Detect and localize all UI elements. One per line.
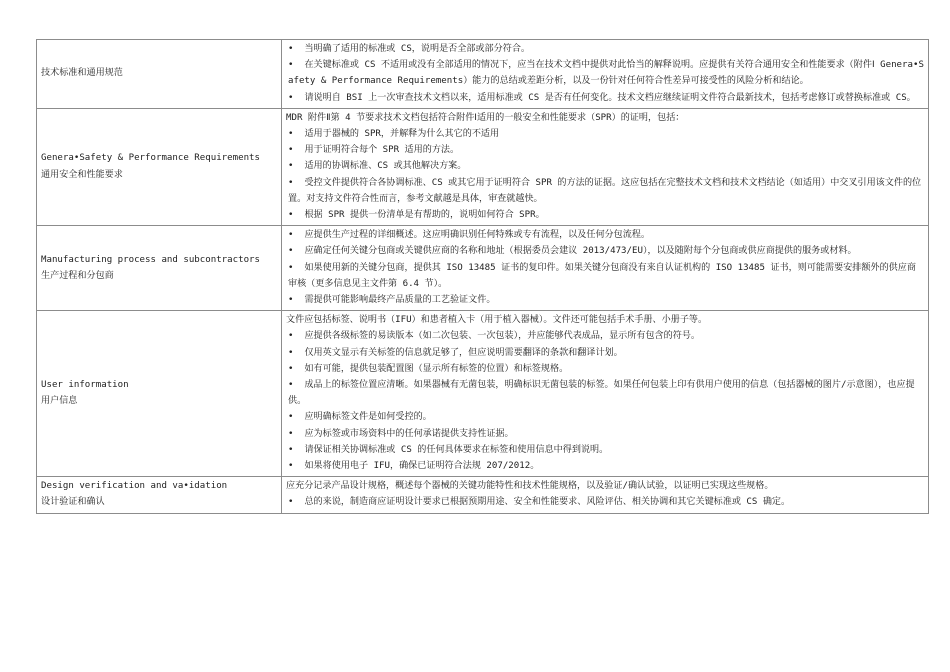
topic-label-en: Manufacturing process and subcontractors xyxy=(41,254,260,265)
detail-cell xyxy=(282,40,929,109)
bullet-item: • 请保证相关协调标准或 CS 的任何具体要求在标签和使用信息中得到说明。 xyxy=(286,442,924,458)
bullet-item: • 应提供各级标签的易读版本（如二次包装、一次包装），并应能够代表成品，显示所有包含的符号。 xyxy=(286,328,924,344)
bullet-item: • 如果使用新的关键分包商，提供其 ISO 13485 证书的复印件。如果关键分包商没有来自认证机构的 ISO 13485 证书，则可能需要安排额外的供应商审核（更多信息见主文件第 6.4 节）。 xyxy=(286,260,924,292)
topic-cell xyxy=(37,477,282,513)
bullet-item: • 请说明自 BSI 上一次审查技术文档以来，适用标准或 CS 是否有任何变化。技术文档应继续证明文件符合最新技术，包括考虑修订或替换标准或 CS。 xyxy=(286,90,924,106)
bullet-item: • 适用于器械的 SPR，并解释为什么其它的不适用 xyxy=(286,126,924,142)
bullet-item: • 如果将使用电子 IFU，确保已证明符合法规 207/2012。 xyxy=(286,458,924,474)
topic-cell xyxy=(37,40,282,109)
table-row xyxy=(37,226,929,311)
bullet-item: • 受控文件提供符合各协调标准、CS 或其它用于证明符合 SPR 的方法的证据。这应包括在完整技术文档和技术文档结论（如适用）中交叉引用该文件的位置。对支持文件符合性而言，参考文献越是具体，审查就越快。 xyxy=(286,175,924,207)
topic-label-zh: 用户信息 xyxy=(41,396,78,407)
bullet-item: • 应确定任何关键分包商或关键供应商的名称和地址（根据委员会建议 2013/473/EU），以及随附每个分包商或供应商提供的服务或材料。 xyxy=(286,243,924,259)
bullet-item: • 应明确标签文件是如何受控的。 xyxy=(286,409,924,425)
bullet-item: • 根据 SPR 提供一份清单是有帮助的，说明如何符合 SPR。 xyxy=(286,207,924,223)
detail-cell xyxy=(282,226,929,311)
topic-label-zh: 设计验证和确认 xyxy=(41,497,105,508)
topic-label: 技术标准和通用规范 xyxy=(41,68,123,79)
topic-label-zh: 生产过程和分包商 xyxy=(41,270,114,281)
topic-cell xyxy=(37,108,282,225)
topic-label-en: Genera•Safety & Performance Requirements xyxy=(41,153,260,164)
table-row xyxy=(37,311,929,477)
bullet-item: • 成品上的标签位置应清晰。如果器械有无菌包装，明确标识无菌包装的标签。如果任何包装上印有供用户使用的信息（包括器械的图片/示意图），也应提供。 xyxy=(286,377,924,409)
topic-cell xyxy=(37,226,282,311)
detail-cell xyxy=(282,108,929,225)
table-row xyxy=(37,40,929,109)
bullet-item: • 仅用英文显示有关标签的信息就足够了，但应说明需要翻译的条款和翻译计划。 xyxy=(286,345,924,361)
bullet-item: • 如有可能，提供包装配置图（显示所有标签的位置）和标签规格。 xyxy=(286,361,924,377)
detail-cell xyxy=(282,311,929,477)
bullet-item: • 应提供生产过程的详细概述。这应明确识别任何特殊或专有流程，以及任何分包流程。 xyxy=(286,227,924,243)
topic-cell xyxy=(37,311,282,477)
requirements-table xyxy=(36,39,929,514)
intro-text: 文件应包括标签、说明书（IFU）和患者植入卡（用于植入器械）。文件还可能包括手术手册、小册子等。 xyxy=(286,315,708,326)
bullet-item: • 应为标签或市场资料中的任何承诺提供支持性证据。 xyxy=(286,426,924,442)
bullet-item: • 用于证明符合每个 SPR 适用的方法。 xyxy=(286,142,924,158)
intro-text: MDR 附件Ⅱ第 4 节要求技术文档包括符合附件Ⅰ适用的一般安全和性能要求（SPR）的证明，包括： xyxy=(286,112,685,123)
topic-label-zh: 通用安全和性能要求 xyxy=(41,169,123,180)
bullet-item: • 适用的协调标准、CS 或其他解决方案。 xyxy=(286,158,924,174)
table-row xyxy=(37,477,929,513)
bullet-item: • 当明确了适用的标准或 CS，说明是否全部或部分符合。 xyxy=(286,41,924,57)
detail-cell xyxy=(282,477,929,513)
topic-label-en: Design verification and va•idation xyxy=(41,481,228,492)
bullet-item: • 总的来说，制造商应证明设计要求已根据预期用途、安全和性能要求、风险评估、相关协调和其它关键标准或 CS 确定。 xyxy=(286,494,924,510)
bullet-item: • 需提供可能影响最终产品质量的工艺验证文件。 xyxy=(286,292,924,308)
intro-text: 应充分记录产品设计规格，概述每个器械的关键功能特性和技术性能规格，以及验证/确认试验，以证明已实现这些规格。 xyxy=(286,481,774,492)
bullet-item: • 在关键标准或 CS 不适用或没有全部适用的情况下，应当在技术文档中提供对此恰当的解释说明。应提供有关符合通用安全和性能要求（附件Ⅰ Genera•Safety & Performance Requirements）能力的总结或差距分析，以及一份针对任何符合性差异可接受性的风险分析和结论。 xyxy=(286,57,924,89)
table-row xyxy=(37,108,929,225)
topic-label-en: User information xyxy=(41,380,129,391)
